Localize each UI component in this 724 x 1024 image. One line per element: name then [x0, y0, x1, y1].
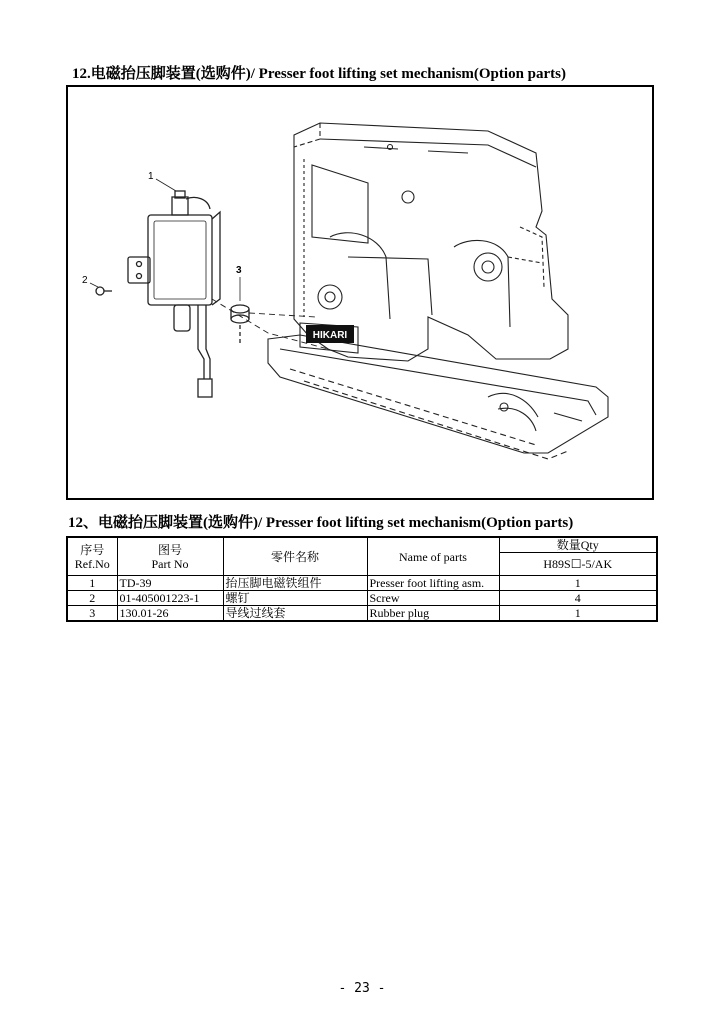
header-ref-en: Ref.No: [74, 556, 110, 571]
header-name-cn: 零件名称: [223, 537, 367, 576]
table-header-row: [67, 537, 657, 553]
cell-name-cn: 螺钉: [223, 591, 367, 606]
cell-qty: 4: [499, 591, 657, 606]
header-ref-no: [67, 537, 117, 576]
cell-qty: 1: [499, 576, 657, 591]
cell-part-no: 01-405001223-1: [117, 591, 223, 606]
cell-ref: 1: [67, 576, 117, 591]
header-qty: 数量Qty: [499, 537, 657, 553]
cell-ref: 2: [67, 591, 117, 606]
header-part-no: [117, 537, 223, 576]
cell-name-cn: 导线过线套: [223, 606, 367, 622]
table-row: [67, 591, 657, 606]
rubber-plug-part: [231, 305, 249, 345]
table-row: [67, 606, 657, 622]
cell-part-no: 130.01-26: [117, 606, 223, 622]
header-model: H89S☐-5/AK: [499, 553, 657, 576]
cell-name-en: Rubber plug: [367, 606, 499, 622]
callout-2: 2: [82, 275, 88, 286]
cell-name-en: Presser foot lifting asm.: [367, 576, 499, 591]
cell-name-en: Screw: [367, 591, 499, 606]
parts-table: [66, 536, 658, 622]
cell-name-cn: 抬压脚电磁铁组件: [223, 576, 367, 591]
callout-1: 1: [148, 171, 154, 182]
exploded-parts-diagram: [66, 85, 654, 500]
table-title: 12、电磁抬压脚装置(选购件)/ Presser foot lifting set mechanism(Option parts): [68, 515, 574, 531]
table-row: [67, 576, 657, 591]
brand-label: HIKARI: [312, 330, 348, 341]
section-title: 12.电磁抬压脚装置(选购件)/ Presser foot lifting set mechanism(Option parts): [72, 66, 566, 82]
machine-bed-plate: [268, 335, 608, 459]
header-name-en: Name of parts: [367, 537, 499, 576]
screw-part: [96, 287, 112, 295]
page-number: - 23 -: [338, 981, 386, 996]
header-part-en: Part No: [151, 556, 189, 571]
callout-3: 3: [236, 265, 242, 276]
header-part-cn: 图号: [157, 542, 182, 557]
cell-part-no: TD-39: [117, 576, 223, 591]
solenoid-assembly: [128, 191, 220, 397]
cell-qty: 1: [499, 606, 657, 622]
header-ref-cn: 序号: [80, 542, 105, 557]
cell-ref: 3: [67, 606, 117, 622]
diagram-drawing: [68, 87, 652, 498]
